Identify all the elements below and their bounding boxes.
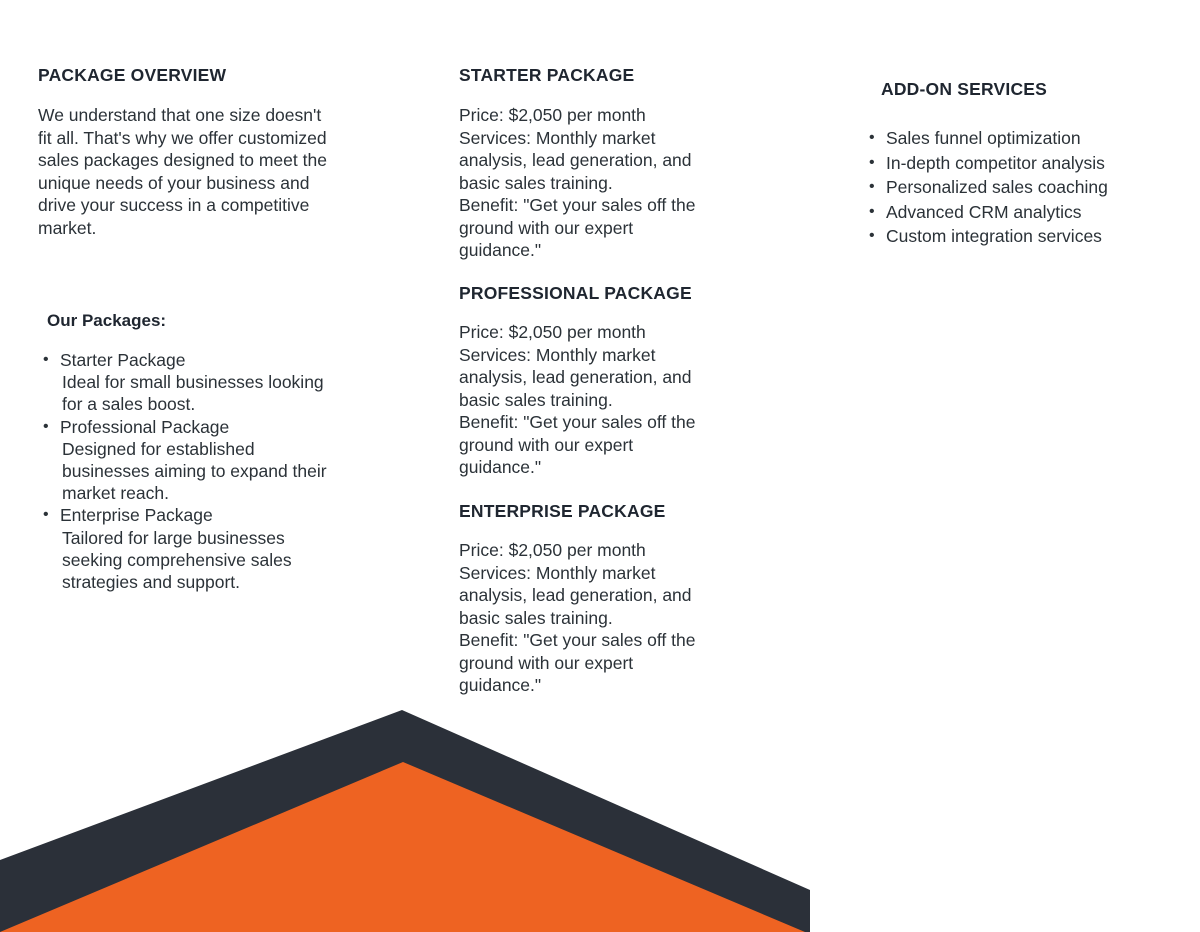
package-benefit: Benefit: "Get your sales off the ground with our expert guidance."	[459, 412, 696, 477]
list-item: • In-depth competitor analysis	[864, 151, 1164, 176]
list-item: • Advanced CRM analytics	[864, 200, 1164, 225]
package-benefit: Benefit: "Get your sales off the ground with our expert guidance."	[459, 630, 696, 695]
starter-package-details	[459, 104, 704, 262]
package-services: Services: Monthly market analysis, lead generation, and basic sales training.	[459, 344, 692, 410]
list-item	[38, 504, 338, 593]
list-item	[38, 349, 338, 416]
list-item: • Sales funnel optimization	[864, 126, 1164, 151]
list-item	[38, 416, 338, 505]
package-benefit: Benefit: "Get your sales off the ground with our expert guidance."	[459, 195, 696, 260]
professional-package-title: PROFESSIONAL PACKAGE	[459, 283, 692, 303]
package-overview-title: PACKAGE OVERVIEW	[38, 65, 227, 85]
addon-services-title: ADD-ON SERVICES	[881, 79, 1048, 99]
package-price: Price: $2,050 per month	[459, 322, 646, 342]
package-description: Ideal for small businesses looking for a sales boost.	[62, 372, 324, 415]
package-name: • Starter Package	[60, 350, 186, 370]
package-price: Price: $2,050 per month	[459, 105, 646, 125]
package-description: Tailored for large businesses seeking comprehensive sales strategies and support.	[62, 527, 292, 593]
package-name: • Professional Package	[60, 416, 230, 437]
list-item: • Custom integration services	[864, 224, 1164, 249]
package-description: Designed for established businesses aiming to expand their market reach.	[62, 438, 327, 504]
packages-list	[38, 349, 338, 593]
package-price: Price: $2,050 per month	[459, 540, 646, 560]
our-packages-title: Our Packages:	[47, 311, 167, 330]
package-services: Services: Monthly market analysis, lead generation, and basic sales training.	[459, 127, 692, 193]
package-services: Services: Monthly market analysis, lead generation, and basic sales training.	[459, 562, 692, 628]
package-name: • Enterprise Package	[60, 505, 213, 526]
starter-package-title: STARTER PACKAGE	[459, 65, 635, 85]
chevron-arrow-graphic	[0, 700, 810, 932]
enterprise-package-title: ENTERPRISE PACKAGE	[459, 501, 666, 521]
package-overview-body: We understand that one size doesn't fit all. That's why we offer customized sales packages designed to meet the unique needs of your business and drive your success in a competitive market.	[38, 105, 327, 238]
addon-services-list	[864, 126, 1164, 249]
professional-package-details	[459, 321, 704, 479]
list-item: • Personalized sales coaching	[864, 175, 1164, 200]
enterprise-package-details	[459, 539, 704, 697]
